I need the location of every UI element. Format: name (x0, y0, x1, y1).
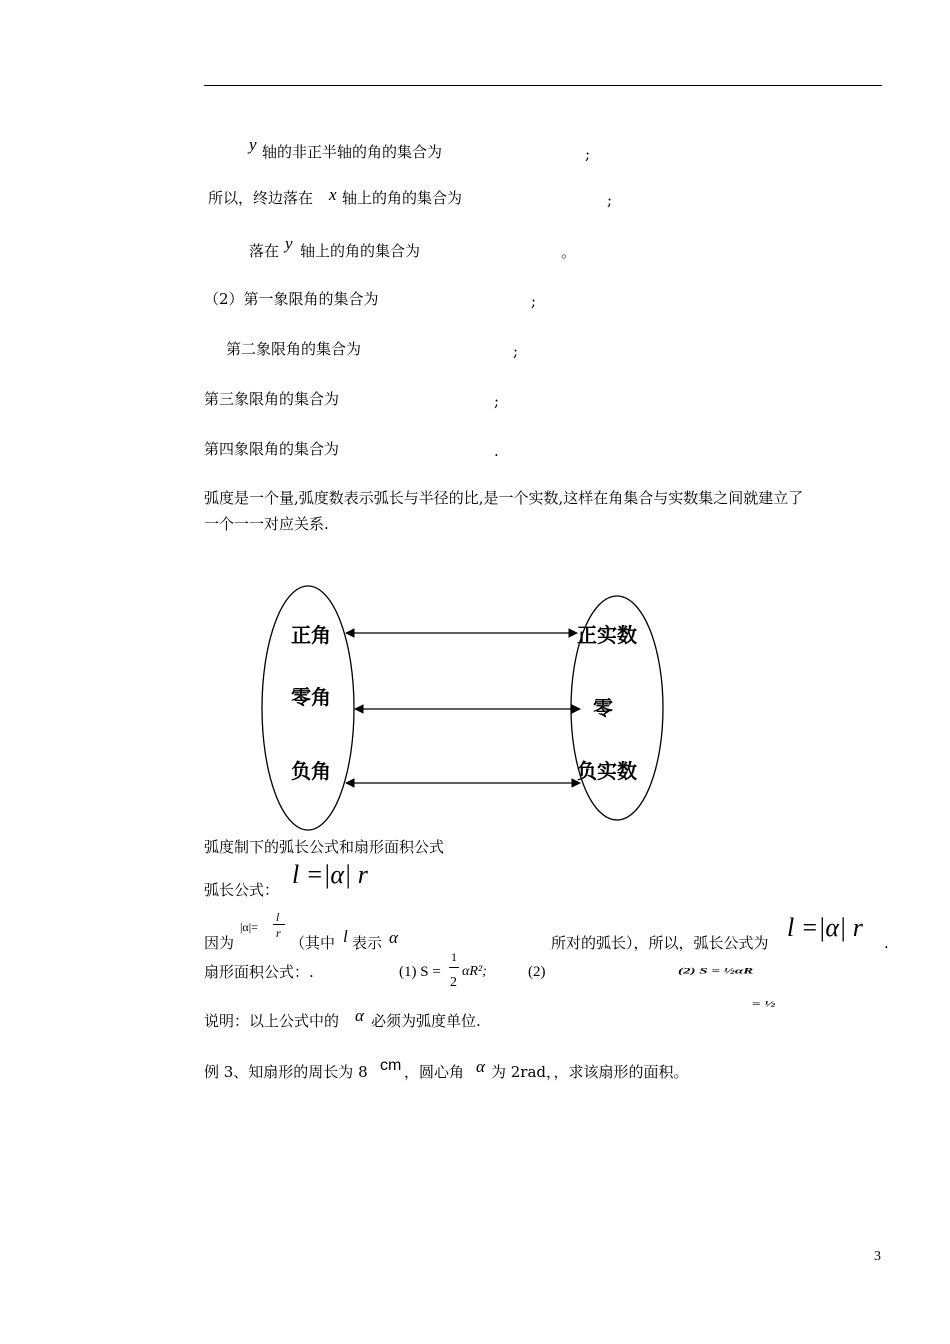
text-line: 轴的非正半轴的角的集合为 (262, 143, 443, 161)
paragraph-line: 弧度是一个量,弧度数表示弧长与半径的比,是一个实数,这样在角集合与实数集之间就建立了 (204, 489, 804, 507)
var-y: y (249, 135, 257, 154)
unit-cm: cm (380, 1057, 402, 1074)
var-y: y (285, 234, 293, 253)
punct: ; (513, 342, 519, 360)
text-line: 表示 (352, 934, 383, 952)
var-alpha: α (389, 928, 398, 947)
area-2-formula-text: (2) S = ½αR (678, 967, 754, 976)
label-negative-angle: 负角 (291, 759, 331, 783)
label-negative-real: 负实数 (577, 759, 637, 783)
text-line: 第二象限角的集合为 (226, 340, 362, 358)
punct: ; (585, 145, 591, 163)
example-text: ，圆心角 (404, 1063, 465, 1081)
label-zero-angle: 零角 (291, 685, 331, 709)
area-2-formula-text: = ½ (752, 1000, 776, 1009)
example-text: 为 2rad，，求该扇形的面积。 (491, 1063, 689, 1081)
punct: ; (531, 292, 537, 310)
area-2-formula-image (678, 964, 843, 1024)
area-label: 扇形面积公式：. (204, 963, 314, 981)
frac-bar (273, 924, 285, 925)
arc-formula-2: l =|α| r (787, 913, 863, 942)
text-line: 必须为弧度单位. (371, 1012, 481, 1030)
area-1-prefix: (1) S = (399, 964, 441, 980)
area-1-den: 2 (450, 975, 457, 990)
area-1-suffix: αR²; (462, 964, 487, 979)
area-2-prefix: (2) (528, 964, 546, 980)
page-number: 3 (874, 1249, 881, 1264)
paragraph-line: 一个一一对应关系. (204, 515, 329, 533)
arc-label: 弧长公式： (204, 881, 280, 899)
punct: 。 (561, 243, 577, 261)
text-line: （其中 (290, 934, 336, 952)
text-line: （2）第一象限角的集合为 (204, 290, 379, 308)
text-line: 轴上的角的集合为 (342, 189, 463, 207)
text-line: 所以，终边落在 (208, 189, 314, 207)
punct: . (494, 442, 499, 460)
var-x: x (329, 185, 337, 204)
var-alpha: α (355, 1006, 364, 1025)
text-line: 第四象限角的集合为 (204, 440, 340, 458)
arc-formula: l =|α| r (292, 860, 368, 889)
punct: ; (607, 191, 613, 209)
text-line: 所对的弧长），所以，弧长公式为 (551, 934, 769, 952)
text-line: 因为 (204, 934, 235, 952)
text-line: 轴上的角的集合为 (300, 242, 421, 260)
text-line: 落在 (249, 242, 280, 260)
var-alpha: α (476, 1057, 485, 1076)
example-text: 例 3、知扇形的周长为 8 (204, 1063, 368, 1081)
label-positive-real: 正实数 (577, 623, 637, 647)
area-1-num: 1 (451, 950, 457, 964)
label-zero: 零 (593, 696, 613, 720)
text-line: 第三象限角的集合为 (204, 390, 340, 408)
punct: ; (494, 392, 500, 410)
section-heading: 弧度制下的弧长公式和扇形面积公式 (204, 838, 445, 856)
var-l: l (343, 927, 348, 946)
frac-den: r (276, 926, 281, 940)
label-positive-angle: 正角 (291, 623, 331, 647)
text-line: 说明：以上公式中的 (204, 1012, 340, 1030)
punct: . (884, 934, 889, 952)
frac-num: l (276, 910, 280, 924)
frac-bar (449, 967, 459, 968)
frac-left: |α|= (240, 920, 258, 934)
